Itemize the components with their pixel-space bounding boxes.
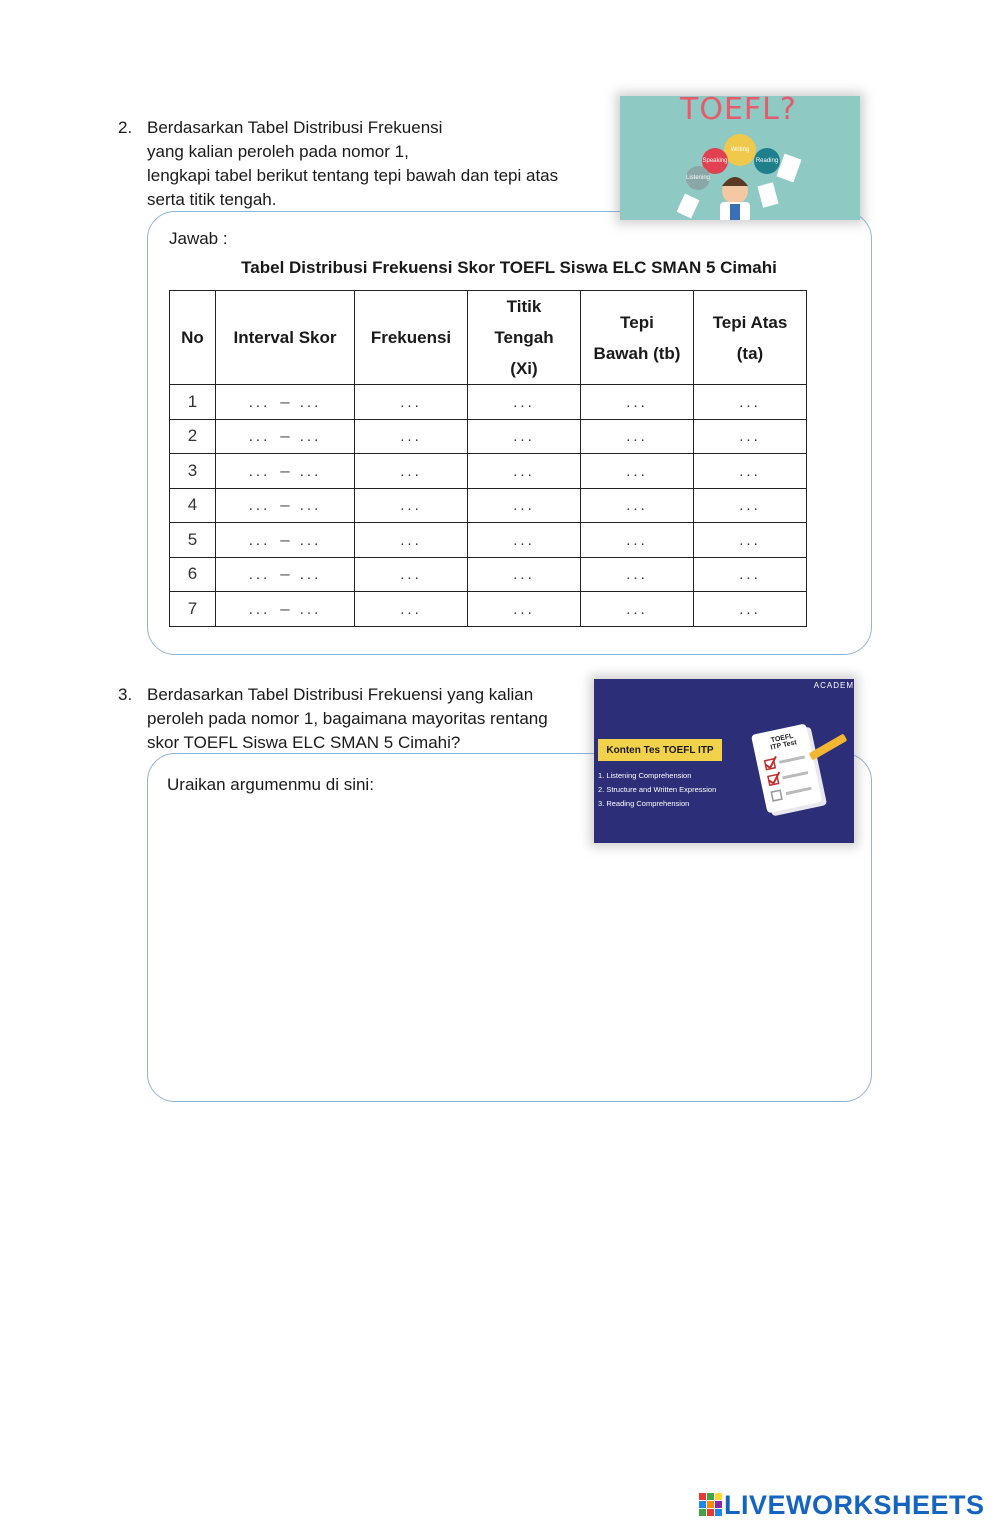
placeholder: ... [299,600,322,618]
paper-label: TOEFL ITP Test [769,732,798,752]
header-line: Bawah (tb) [593,343,681,363]
header-line: Titik [506,297,542,316]
interval-cell[interactable] [216,419,355,454]
header-tepi-atas [694,291,807,385]
frekuensi-cell[interactable] [355,419,468,454]
liveworksheets-text: LIVEWORKSHEETS [724,1489,985,1520]
placeholder: ... [299,428,322,446]
question-2-number: 2. [118,118,133,137]
tepi-bawah-cell[interactable] [581,557,694,592]
titik-tengah-cell[interactable] [468,523,581,558]
answer-prompt: Uraikan argumenmu di sini: [167,775,374,794]
table-row [170,488,807,523]
frekuensi-cell[interactable] [355,557,468,592]
placeholder: ... [513,600,535,618]
itp-list-item: 2. Structure and Written Expression [598,785,717,794]
header-line: (Xi) [510,359,538,378]
bubble-label: Listening [685,175,711,181]
row-number: 6 [170,557,216,592]
placeholder: ... [513,428,535,446]
placeholder: ... [626,428,648,446]
table-title: Tabel Distribusi Frekuensi Skor TOEFL Siswa ELC SMAN 5 Cimahi [241,258,777,277]
placeholder: ... [299,462,322,480]
header-interval: Interval Skor [216,291,355,385]
frekuensi-cell[interactable] [355,488,468,523]
question-2-line: lengkapi tabel berikut tentang tepi bawah dan tepi atas [147,166,559,185]
placeholder: ... [739,393,761,411]
titik-tengah-cell[interactable] [468,454,581,489]
placeholder: ... [513,462,535,480]
placeholder: ... [513,531,535,549]
table-row [170,454,807,489]
question-3-number: 3. [118,685,133,704]
tepi-bawah-cell[interactable] [581,488,694,523]
tepi-bawah-cell[interactable] [581,592,694,627]
placeholder: ... [626,497,648,515]
placeholder: ... [739,428,761,446]
tepi-atas-cell[interactable] [694,419,807,454]
student-figure-icon [620,96,860,220]
tepi-bawah-cell[interactable] [581,454,694,489]
frekuensi-cell[interactable] [355,592,468,627]
header-tepi-bawah [581,291,694,385]
placeholder: ... [739,566,761,584]
titik-tengah-cell[interactable] [468,385,581,420]
header-line: (ta) [736,343,764,363]
row-number: 4 [170,488,216,523]
question-3-line: peroleh pada nomor 1, bagaimana mayoritas rentang [147,709,548,728]
table-body [170,385,807,627]
itp-list-item: 1. Listening Comprehension [598,771,692,780]
row-number: 2 [170,419,216,454]
row-number: 5 [170,523,216,558]
itp-list-item: 3. Reading Comprehension [598,799,690,808]
tepi-bawah-cell[interactable] [581,385,694,420]
frekuensi-cell[interactable] [355,454,468,489]
frekuensi-cell[interactable] [355,523,468,558]
table-row [170,419,807,454]
interval-cell[interactable] [216,385,355,420]
frekuensi-cell[interactable] [355,385,468,420]
placeholder: ... [739,531,761,549]
tepi-bawah-cell[interactable] [581,419,694,454]
placeholder: ... [400,566,422,584]
tepi-atas-cell[interactable] [694,385,807,420]
placeholder: ... [248,462,271,480]
itp-badge: Konten Tes TOEFL ITP [598,739,722,761]
interval-dash: – [280,391,290,411]
interval-cell[interactable] [216,592,355,627]
placeholder: ... [400,531,422,549]
interval-dash: – [280,426,290,446]
tepi-atas-cell[interactable] [694,488,807,523]
table-row [170,592,807,627]
placeholder: ... [513,566,535,584]
interval-cell[interactable] [216,454,355,489]
toefl-illustration [620,96,860,220]
placeholder: ... [400,497,422,515]
placeholder: ... [513,393,535,411]
interval-dash: – [280,598,290,618]
bubble-label: Writing [730,147,750,153]
question-3-line: Berdasarkan Tabel Distribusi Frekuensi yang kalian [147,685,534,704]
tepi-atas-cell[interactable] [694,592,807,627]
interval-dash: – [280,460,290,480]
placeholder: ... [400,393,422,411]
liveworksheets-icon [698,1492,724,1518]
placeholder: ... [626,462,648,480]
bubble-label: Speaking [702,158,728,164]
table-row [170,385,807,420]
answer-label: Jawab : [169,229,228,248]
toefl-image-title: TOEFL? [680,96,797,127]
liveworksheets-logo[interactable] [698,1488,998,1522]
header-line: Tengah [494,328,554,347]
placeholder: ... [299,531,322,549]
placeholder: ... [299,393,322,411]
table-row [170,557,807,592]
placeholder: ... [248,531,271,549]
titik-tengah-cell[interactable] [468,419,581,454]
tepi-atas-cell[interactable] [694,557,807,592]
placeholder: ... [400,428,422,446]
placeholder: ... [626,531,648,549]
placeholder: ... [739,462,761,480]
row-number: 7 [170,592,216,627]
header-frekuensi: Frekuensi [355,291,468,385]
question-3-text [147,683,548,755]
frequency-table [169,290,807,627]
table-row [170,523,807,558]
placeholder: ... [299,566,322,584]
interval-cell[interactable] [216,523,355,558]
interval-dash: – [280,564,290,584]
placeholder: ... [739,600,761,618]
question-2-text [147,116,558,212]
placeholder: ... [248,600,271,618]
interval-cell[interactable] [216,557,355,592]
question-2-line: yang kalian peroleh pada nomor 1, [147,142,409,161]
bubble-label: Reading [755,158,779,164]
placeholder: ... [626,393,648,411]
toefl-itp-illustration [594,679,854,843]
placeholder: ... [248,566,271,584]
header-no: No [170,291,216,385]
titik-tengah-cell[interactable] [468,488,581,523]
placeholder: ... [248,428,271,446]
header-line: Tepi Atas [712,312,788,332]
header-line: Tepi [620,312,654,332]
row-number: 1 [170,385,216,420]
brand-text: ACADEM [813,681,854,690]
question-3-line: skor TOEFL Siswa ELC SMAN 5 Cimahi? [147,733,461,752]
table-header-row [170,291,807,385]
placeholder: ... [626,566,648,584]
tepi-atas-cell[interactable] [694,454,807,489]
titik-tengah-cell[interactable] [468,557,581,592]
row-number: 3 [170,454,216,489]
titik-tengah-cell[interactable] [468,592,581,627]
header-titik-tengah [468,291,581,385]
interval-dash: – [280,529,290,549]
placeholder: ... [248,497,271,515]
itp-content-list [598,769,716,811]
placeholder: ... [513,497,535,515]
placeholder: ... [400,462,422,480]
tepi-bawah-cell[interactable] [581,523,694,558]
interval-dash: – [280,495,290,515]
question-2-line: Berdasarkan Tabel Distribusi Frekuensi [147,118,443,137]
tepi-atas-cell[interactable] [694,523,807,558]
placeholder: ... [626,600,648,618]
placeholder: ... [739,497,761,515]
placeholder: ... [248,393,271,411]
question-2-line: serta titik tengah. [147,190,277,209]
placeholder: ... [299,497,322,515]
placeholder: ... [400,600,422,618]
interval-cell[interactable] [216,488,355,523]
